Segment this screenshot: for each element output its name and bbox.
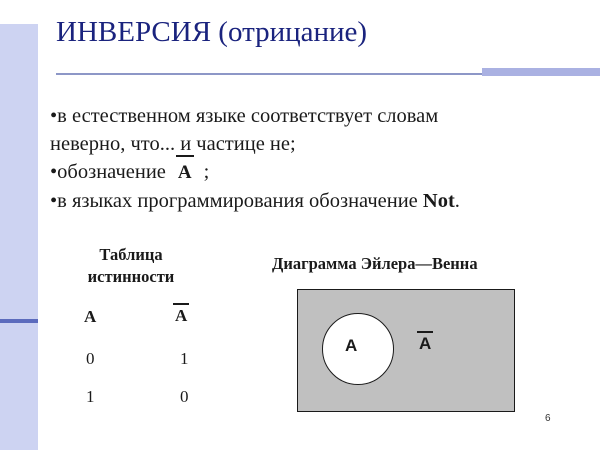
bullet-natural-language: •в естественном языке соответствует словам	[50, 105, 439, 127]
venn-diagram-title: Диаграмма Эйлера—Венна	[272, 254, 478, 273]
complement-overline	[417, 331, 433, 333]
page-number: 6	[545, 413, 551, 424]
title-accent-bar	[482, 68, 600, 76]
truth-table-cell: 0	[86, 349, 95, 368]
truth-table-cell: 1	[180, 349, 189, 368]
bullet-natural-language-cont: неверно, что... и частице не;	[50, 133, 296, 155]
venn-set-label: A	[345, 336, 358, 355]
bullet-notation	[50, 158, 580, 187]
truth-table-cell: 0	[180, 387, 189, 406]
programming-suffix: .	[454, 190, 460, 212]
truth-table-title-line2: истинности	[87, 267, 175, 286]
bullet-list	[50, 102, 580, 215]
truth-table-header-not-a: A	[175, 306, 187, 326]
notation-label: •обозначение	[50, 161, 166, 183]
not-keyword: Not	[422, 190, 455, 212]
truth-table-title	[66, 244, 196, 288]
truth-table-title-line1: Таблица	[99, 245, 163, 264]
sidebar-decoration	[0, 0, 38, 450]
slide-title: ИНВЕРСИЯ (отрицание)	[56, 16, 368, 48]
notation-suffix: ;	[203, 161, 210, 183]
venn-complement-label: A	[419, 334, 431, 354]
truth-table-cell: 1	[86, 387, 95, 406]
venn-set-circle	[322, 313, 394, 385]
sidebar-marker	[0, 319, 38, 323]
title-underline	[56, 73, 482, 75]
not-a-symbol: A	[178, 159, 192, 187]
sidebar-cap	[0, 0, 38, 24]
header-overline	[173, 303, 189, 305]
bullet-programming	[50, 187, 580, 215]
programming-label: •в языках программирования обозначение	[50, 190, 423, 212]
truth-table-header-a: A	[84, 307, 97, 326]
